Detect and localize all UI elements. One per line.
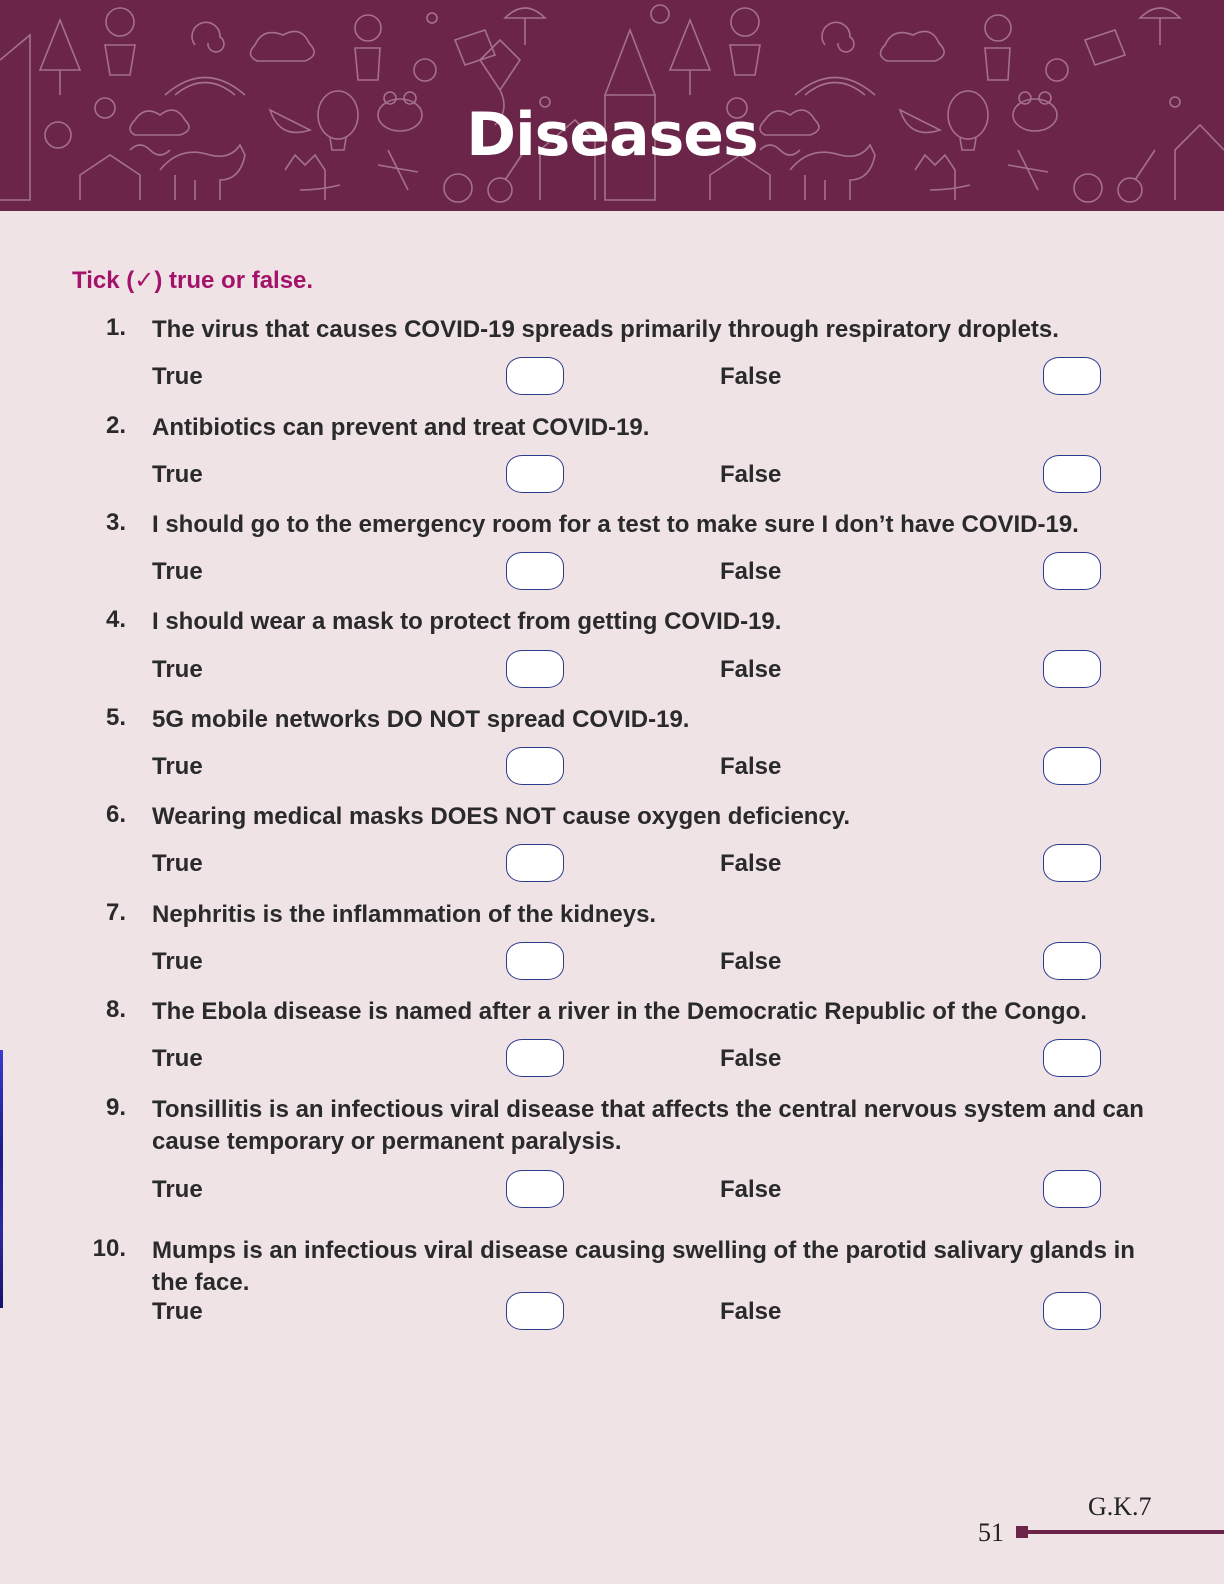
false-checkbox[interactable]: [1043, 942, 1101, 980]
question-text: The virus that causes COVID-19 spreads primarily through respiratory droplets.: [152, 316, 1059, 343]
question-text: I should wear a mask to protect from getting COVID-19.: [152, 608, 782, 635]
true-checkbox[interactable]: [506, 455, 564, 493]
page-number: 51: [978, 1518, 1004, 1547]
true-checkbox[interactable]: [506, 1170, 564, 1208]
question-text: 5G mobile networks DO NOT spread COVID-19.: [152, 706, 690, 733]
false-checkbox[interactable]: [1043, 552, 1101, 590]
true-label: True: [152, 656, 203, 683]
answer-row-8: [0, 1039, 1224, 1083]
question-number: 2.: [105, 412, 126, 439]
false-label: False: [720, 850, 782, 877]
true-label: True: [152, 850, 203, 877]
instruction-text: Tick (✓) true or false.: [72, 267, 314, 294]
true-label: True: [152, 948, 203, 975]
answer-row-5: [0, 747, 1224, 791]
question-text: I should go to the emergency room for a test to make sure I don’t have COVID-19.: [152, 511, 1079, 538]
question-text: Antibiotics can prevent and treat COVID-19.: [152, 414, 650, 441]
false-label: False: [720, 363, 782, 390]
true-checkbox[interactable]: [506, 650, 564, 688]
false-checkbox[interactable]: [1043, 1039, 1101, 1077]
true-label: True: [152, 363, 203, 390]
question-number: 4.: [105, 606, 126, 633]
false-label: False: [720, 1298, 782, 1325]
true-label: True: [152, 1176, 203, 1203]
true-checkbox[interactable]: [506, 552, 564, 590]
true-label: True: [152, 461, 203, 488]
question-number: 8.: [105, 996, 126, 1023]
question-number: 10.: [92, 1235, 126, 1262]
false-checkbox[interactable]: [1043, 1292, 1101, 1330]
question-number: 1.: [105, 314, 126, 341]
true-checkbox[interactable]: [506, 844, 564, 882]
true-checkbox[interactable]: [506, 1039, 564, 1077]
false-label: False: [720, 461, 782, 488]
answer-row-2: [0, 455, 1224, 499]
footer-square-marker: [1016, 1526, 1028, 1538]
answer-row-9: [0, 1170, 1224, 1214]
true-checkbox[interactable]: [506, 747, 564, 785]
answer-row-6: [0, 844, 1224, 888]
true-label: True: [152, 558, 203, 585]
book-code: G.K.7: [1088, 1492, 1152, 1521]
false-label: False: [720, 1176, 782, 1203]
false-label: False: [720, 1045, 782, 1072]
true-checkbox[interactable]: [506, 357, 564, 395]
header-banner: [0, 0, 1224, 211]
question-text: Mumps is an infectious viral disease causing swelling of the parotid salivary glands in the face.: [152, 1237, 1135, 1296]
question-number: 6.: [105, 801, 126, 828]
true-label: True: [152, 1298, 203, 1325]
false-label: False: [720, 948, 782, 975]
answer-row-4: [0, 650, 1224, 694]
false-label: False: [720, 656, 782, 683]
false-checkbox[interactable]: [1043, 357, 1101, 395]
false-label: False: [720, 558, 782, 585]
false-label: False: [720, 753, 782, 780]
page-title: Diseases: [466, 100, 758, 170]
answer-row-1: [0, 357, 1224, 401]
true-checkbox[interactable]: [506, 1292, 564, 1330]
question-number: 9.: [105, 1094, 126, 1121]
true-label: True: [152, 1045, 203, 1072]
false-checkbox[interactable]: [1043, 747, 1101, 785]
footer-rule: [1028, 1530, 1224, 1534]
question-text: The Ebola disease is named after a river in the Democratic Republic of the Congo.: [152, 998, 1087, 1025]
question-number: 7.: [105, 899, 126, 926]
answer-row-7: [0, 942, 1224, 986]
true-checkbox[interactable]: [506, 942, 564, 980]
false-checkbox[interactable]: [1043, 844, 1101, 882]
true-label: True: [152, 753, 203, 780]
answer-row-10: [0, 1292, 1224, 1336]
question-number: 5.: [105, 704, 126, 731]
question-text: Tonsillitis is an infectious viral disease that affects the central nervous system and can cause temporary or permanent paralysis.: [152, 1096, 1144, 1155]
false-checkbox[interactable]: [1043, 650, 1101, 688]
false-checkbox[interactable]: [1043, 1170, 1101, 1208]
question-number: 3.: [105, 509, 126, 536]
question-text: Nephritis is the inflammation of the kidneys.: [152, 901, 657, 928]
answer-row-3: [0, 552, 1224, 596]
question-text: Wearing medical masks DOES NOT cause oxygen deficiency.: [152, 803, 851, 830]
false-checkbox[interactable]: [1043, 455, 1101, 493]
